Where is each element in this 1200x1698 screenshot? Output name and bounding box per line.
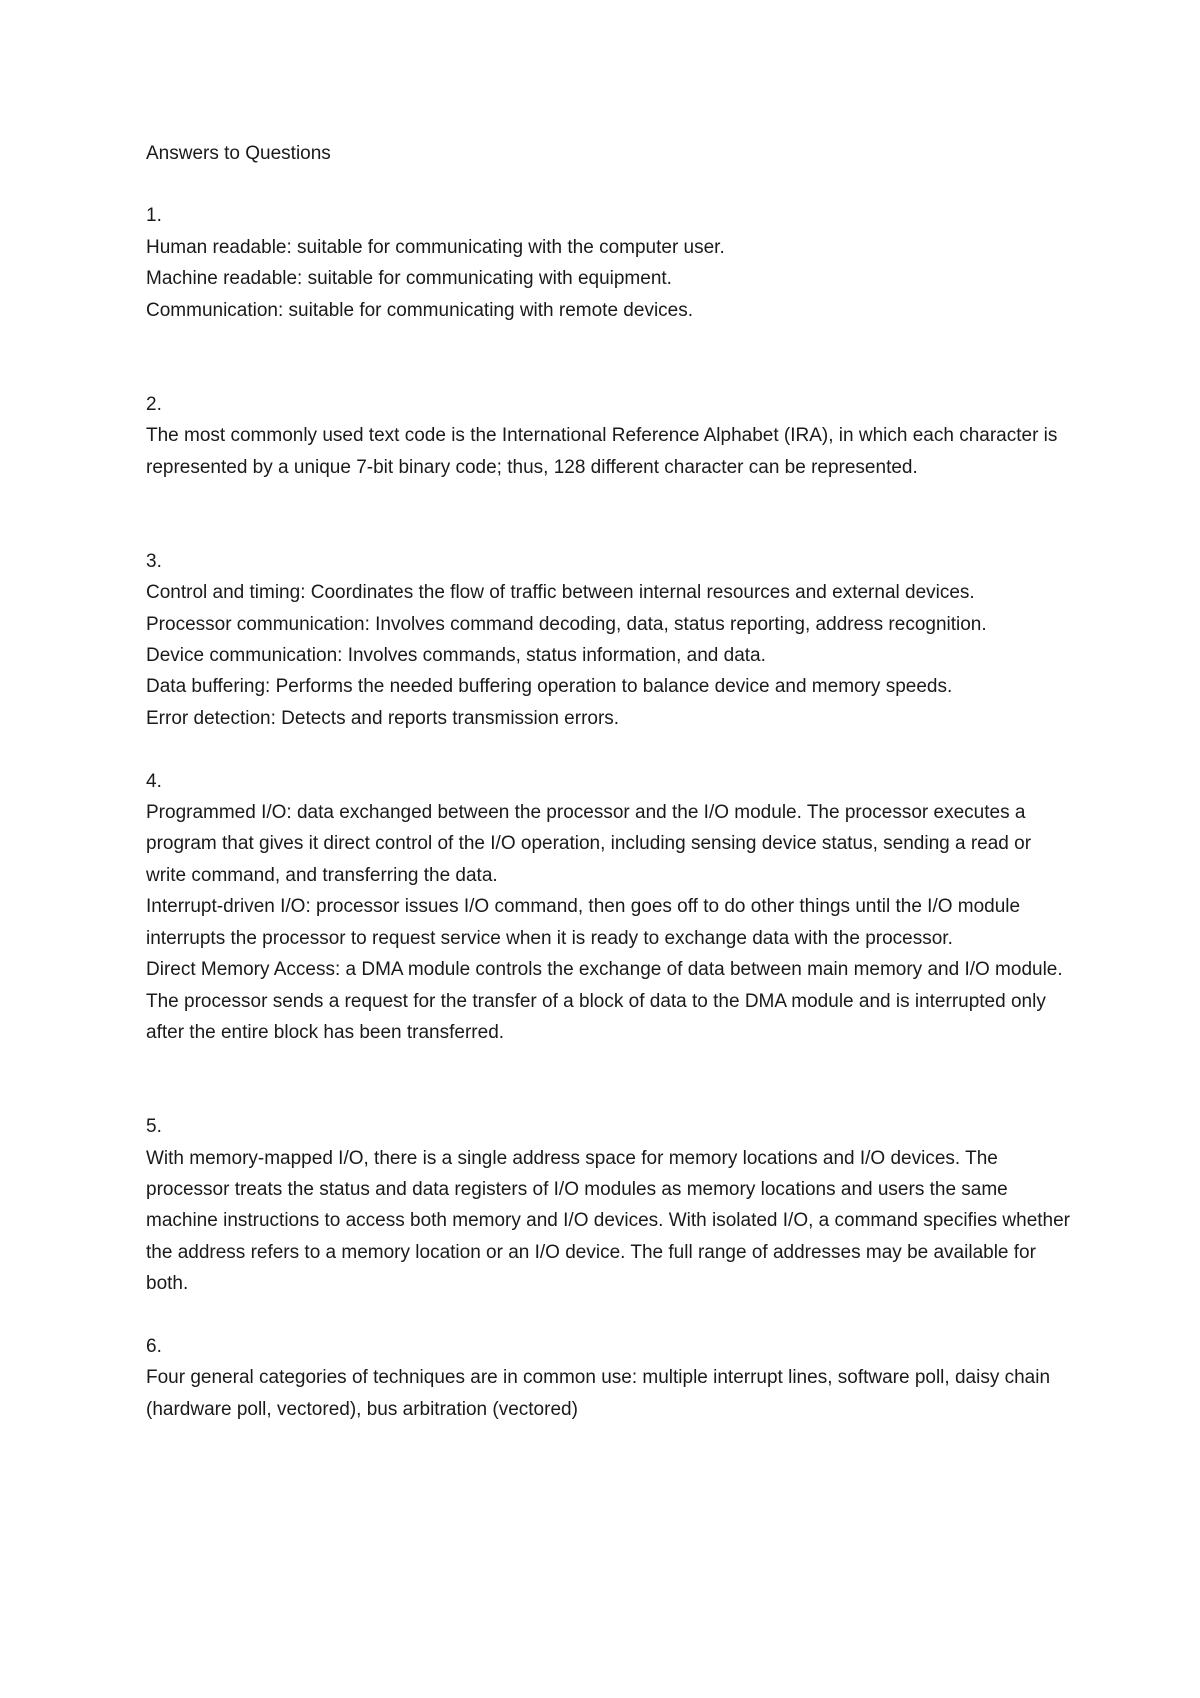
answer-line: Device communication: Involves commands, status information, and data. <box>146 645 766 667</box>
spacer <box>146 1048 1076 1111</box>
answer-line: The most commonly used text code is the International Reference Alphabet (IRA), in which each character is represented by a unique 7-bit binary code; thus, 128 different character can be represented. <box>146 425 1058 478</box>
spacer <box>146 734 1076 765</box>
answer-number: 3. <box>146 550 162 572</box>
answer-number: 2. <box>146 393 162 415</box>
answer-line: Processor communication: Involves command decoding, data, status reporting, address recognition. <box>146 613 987 635</box>
answer-number: 4. <box>146 770 162 792</box>
answer-6 <box>146 1331 1076 1425</box>
answer-number: 1. <box>146 205 162 227</box>
document-page <box>146 138 1076 1425</box>
answer-line: Four general categories of techniques are in common use: multiple interrupt lines, software poll, daisy chain (hardware poll, vectored), bus arbitration (vectored) <box>146 1367 1051 1420</box>
answer-5 <box>146 1111 1076 1299</box>
answer-line: Communication: suitable for communicating with remote devices. <box>146 299 694 321</box>
answer-line: Direct Memory Access: a DMA module controls the exchange of data between main memory and I/O module. The processor sends a request for the transfer of a block of data to the DMA module and is interrupted only after the entire block has been transferred. <box>146 959 1063 1043</box>
answer-line: Programmed I/O: data exchanged between the processor and the I/O module. The processor executes a program that gives it direct control of the I/O operation, including sensing device status, sending a read or write command, and transferring the data. <box>146 802 1032 886</box>
answer-number: 6. <box>146 1335 162 1357</box>
answer-line: Human readable: suitable for communicating with the computer user. <box>146 236 725 258</box>
answer-line: With memory-mapped I/O, there is a single address space for memory locations and I/O devices. The processor treats the status and data registers of I/O modules as memory locations and users the same machine instructions to access both memory and I/O devices. With isolated I/O, a command specifies whether the address refers to a memory location or an I/O device. The full range of addresses may be available for both. <box>146 1147 1071 1295</box>
answer-line: Data buffering: Performs the needed buffering operation to balance device and memory speeds. <box>146 676 953 698</box>
answer-line: Error detection: Detects and reports transmission errors. <box>146 707 620 729</box>
answer-line: Control and timing: Coordinates the flow of traffic between internal resources and external devices. <box>146 582 975 604</box>
spacer <box>146 483 1076 546</box>
answer-1 <box>146 200 1076 326</box>
answer-line: Interrupt-driven I/O: processor issues I/O command, then goes off to do other things until the I/O module interrupts the processor to request service when it is ready to exchange data with the processor. <box>146 896 1021 949</box>
answer-line: Machine readable: suitable for communicating with equipment. <box>146 268 672 290</box>
answer-4 <box>146 766 1076 1049</box>
answer-3 <box>146 546 1076 734</box>
answer-number: 5. <box>146 1116 162 1138</box>
answer-2 <box>146 389 1076 483</box>
document-title: Answers to Questions <box>146 143 331 164</box>
spacer <box>146 1300 1076 1331</box>
spacer <box>146 326 1076 389</box>
